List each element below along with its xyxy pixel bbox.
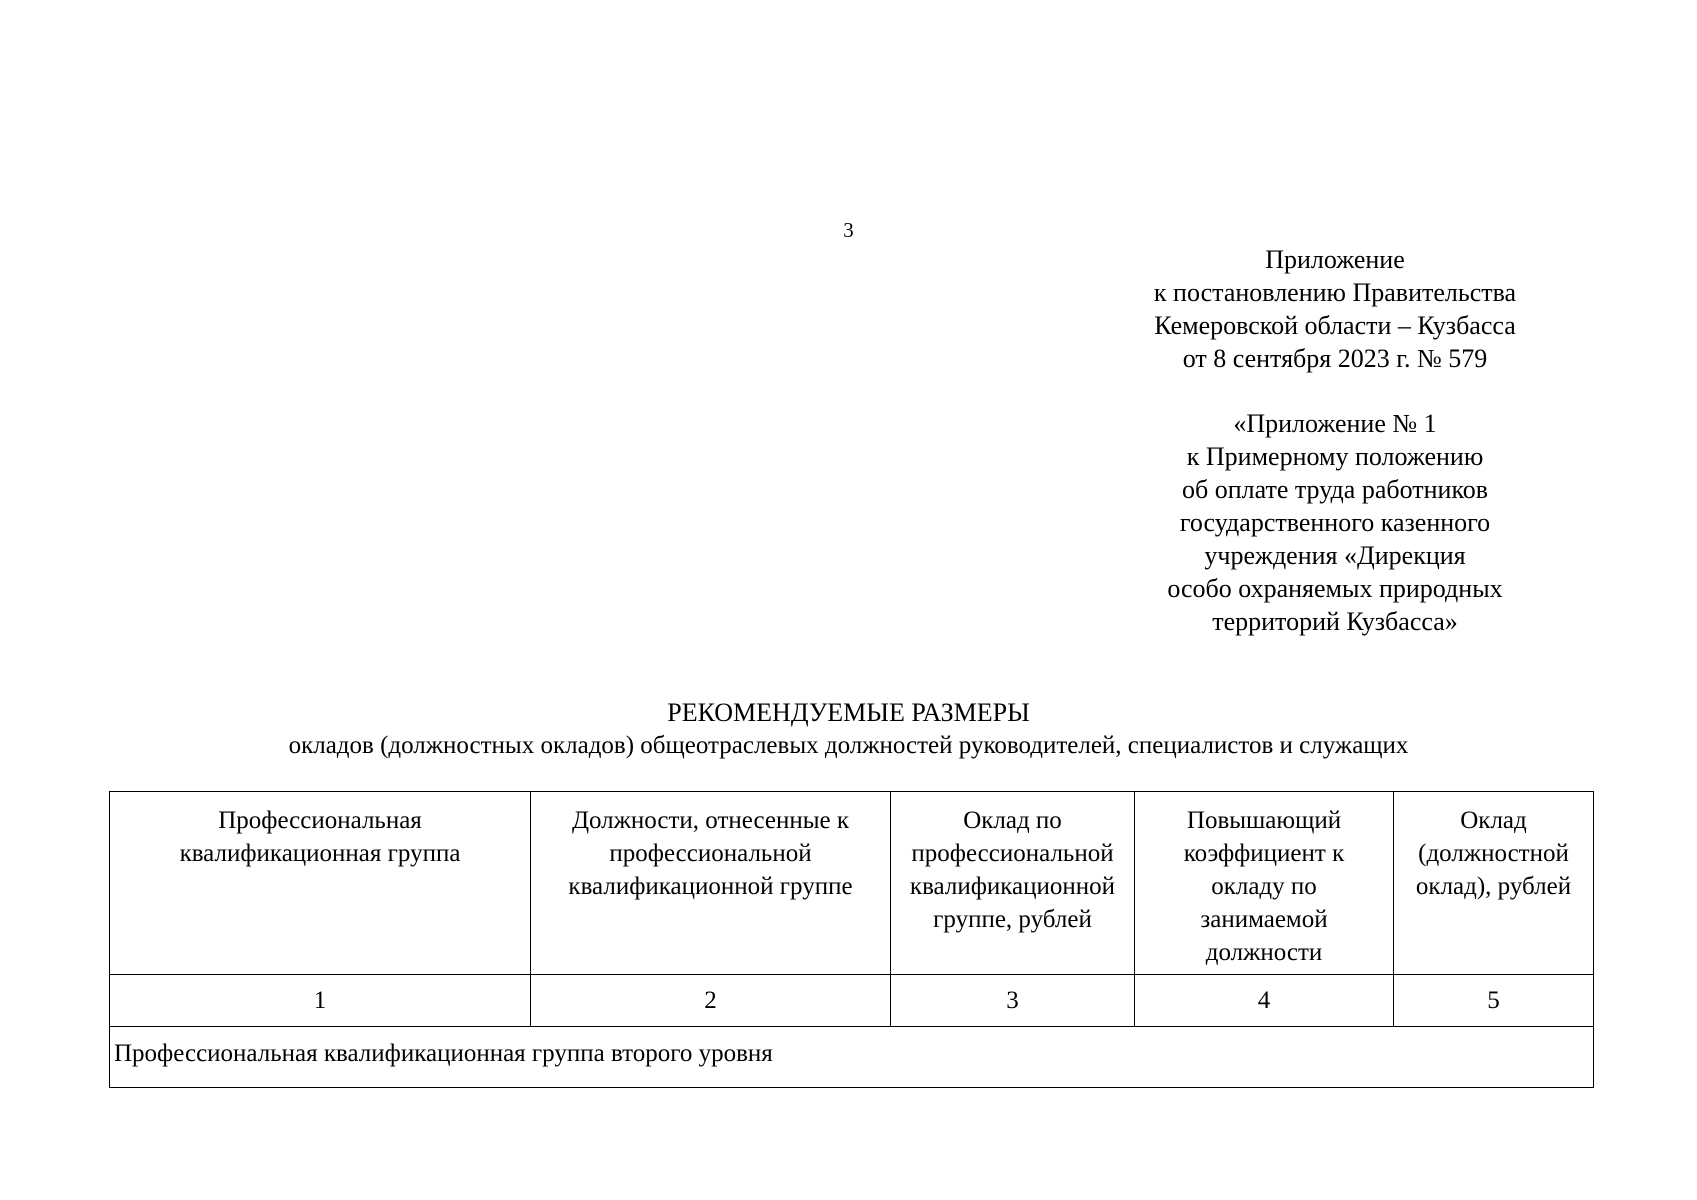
header-line: Профессиональная: [218, 807, 422, 834]
header-line: окладу по: [1211, 873, 1317, 900]
appendix-1-line: особо охраняемых природных: [1167, 574, 1503, 603]
appendix-block: [1110, 243, 1560, 375]
column-number-row: [110, 975, 1594, 1027]
appendix-line: от 8 сентября 2023 г. № 579: [1182, 344, 1488, 373]
header-line: Должности, отнесенные к: [571, 807, 850, 834]
column-number-cell: 4: [1135, 975, 1394, 1027]
header-line: профессиональной: [911, 840, 1114, 867]
table-header-row: [110, 792, 1594, 975]
header-cell-qualification-group: [110, 792, 531, 975]
appendix-1-line: об оплате труда работников: [1181, 475, 1489, 504]
header-line: должности: [1205, 939, 1323, 966]
header-cell-positions: [531, 792, 891, 975]
appendix-1-line: территорий Кузбасса»: [1212, 607, 1458, 636]
header-cell-group-salary: [891, 792, 1135, 975]
appendix-1-line: государственного казенного: [1179, 508, 1491, 537]
appendix-line: Кемеровской области – Кузбасса: [1154, 311, 1516, 340]
appendix-1-line: «Приложение № 1: [1233, 409, 1437, 438]
header-line: занимаемой: [1200, 906, 1328, 933]
column-number-cell: 1: [110, 975, 531, 1027]
appendix-1-block: [1110, 407, 1560, 638]
document-subtitle: окладов (должностных окладов) общеотраслевых должностей руководителей, специалистов и служащих: [288, 732, 1409, 759]
header-line: профессиональной: [609, 840, 812, 867]
header-line: квалификационная группа: [179, 840, 461, 867]
appendix-1-line: учреждения «Дирекция: [1204, 541, 1466, 570]
header-line: квалификационной: [909, 873, 1116, 900]
header-line: Оклад по: [963, 807, 1062, 834]
column-number-cell: 5: [1394, 975, 1594, 1027]
appendix-line: Приложение: [1265, 245, 1405, 274]
header-line: Оклад: [1460, 807, 1527, 834]
header-line: Повышающий: [1186, 807, 1342, 834]
salary-table: [109, 791, 1594, 1088]
header-line: группе, рублей: [933, 906, 1092, 933]
header-line: коэффициент к: [1183, 840, 1345, 867]
appendix-1-line: к Примерному положению: [1186, 442, 1484, 471]
header-cell-position-salary: [1394, 792, 1594, 975]
appendix-line: к постановлению Правительства: [1153, 278, 1517, 307]
column-number-cell: 2: [531, 975, 891, 1027]
group-row-label: Профессиональная квалификационная группа второго уровня: [110, 1027, 1594, 1088]
header-line: оклад), рублей: [1415, 873, 1572, 900]
header-line: (должностной: [1418, 840, 1569, 867]
group-row: [110, 1027, 1594, 1088]
page-number: 3: [843, 218, 854, 242]
column-number-cell: 3: [891, 975, 1135, 1027]
document-title: РЕКОМЕНДУЕМЫЕ РАЗМЕРЫ: [667, 698, 1030, 727]
header-cell-coefficient: [1135, 792, 1394, 975]
header-line: квалификационной группе: [568, 873, 853, 900]
